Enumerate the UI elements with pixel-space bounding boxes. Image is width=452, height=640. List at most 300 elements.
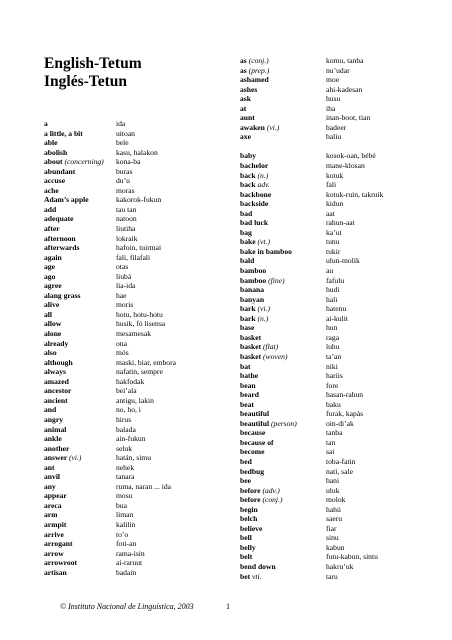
- dictionary-entry: [44, 157, 224, 167]
- tetum-translation: buras: [116, 166, 133, 176]
- headword-text: arrowroot: [44, 558, 78, 568]
- tetum-translation: hun: [326, 323, 338, 333]
- english-headword: [240, 151, 256, 161]
- tetum-translation: furak, kapás: [326, 409, 364, 419]
- english-headword: [240, 276, 285, 286]
- english-headword: [240, 190, 271, 200]
- tetum-translation: oin-di’ak: [326, 418, 354, 428]
- tetum-translation: hudi: [326, 285, 340, 295]
- grammar-qualifier: (adv.): [262, 485, 280, 495]
- english-headword: [240, 123, 279, 133]
- dictionary-entry: [44, 568, 224, 578]
- tetum-translation: inan-boot, tian: [326, 113, 371, 123]
- english-headword: [240, 514, 257, 524]
- headword-text: and: [44, 405, 57, 415]
- english-headword: [44, 243, 79, 253]
- grammar-qualifier: (flat): [263, 342, 279, 352]
- english-headword: [44, 405, 56, 415]
- dictionary-entry: [44, 425, 224, 435]
- dictionary-entry: [44, 558, 224, 568]
- english-headword: [240, 266, 266, 276]
- english-headword: [44, 444, 69, 454]
- english-headword: [44, 186, 59, 196]
- grammar-qualifier: (woven): [263, 351, 288, 361]
- tetum-translation: hae: [116, 290, 127, 300]
- english-headword: [44, 367, 66, 377]
- tetum-translation: hahú: [326, 504, 341, 514]
- english-headword: [44, 319, 61, 329]
- dictionary-entry: [44, 377, 224, 387]
- english-headword: [240, 524, 262, 534]
- headword-text: ant: [44, 462, 55, 472]
- tetum-translation: nu’udar: [326, 65, 350, 75]
- english-headword: [44, 491, 67, 501]
- copyright-text: © Instituto Nacional de Linguística, 2003: [60, 602, 194, 611]
- headword-text: backside: [240, 199, 269, 209]
- tetum-translation: du’u: [116, 176, 130, 186]
- dictionary-entry: [44, 119, 224, 129]
- english-headword: [240, 533, 252, 543]
- dictionary-entry: [240, 218, 440, 228]
- english-headword: [44, 549, 64, 559]
- headword-text: basket: [240, 332, 262, 342]
- english-headword: [44, 377, 69, 387]
- tetum-translation: kalilin: [116, 519, 136, 529]
- tetum-translation: liutiha: [116, 224, 136, 234]
- headword-text: as: [240, 65, 247, 75]
- dictionary-entry: [240, 572, 440, 582]
- english-headword: [44, 214, 74, 224]
- headword-text: beautiful: [240, 409, 270, 419]
- english-headword: [240, 56, 269, 66]
- dictionary-entry: [240, 352, 440, 362]
- headword-text: ashamed: [240, 75, 269, 85]
- tetum-translation: bua: [116, 500, 127, 510]
- headword-text: artisan: [44, 567, 67, 577]
- headword-text: because: [240, 428, 266, 438]
- tetum-translation: sinu: [326, 533, 339, 543]
- dictionary-entry: [44, 329, 224, 339]
- english-headword: [44, 129, 83, 139]
- dictionary-entry: [240, 66, 440, 76]
- english-headword: [240, 381, 256, 391]
- headword-text: able: [44, 138, 58, 148]
- english-headword: [44, 329, 61, 339]
- dictionary-entry: [44, 348, 224, 358]
- english-headword: [44, 157, 104, 167]
- headword-text: answer: [44, 453, 68, 463]
- english-headword: [44, 138, 58, 148]
- english-headword: [240, 295, 264, 305]
- headword-text: banyan: [240, 294, 265, 304]
- headword-text: beat: [240, 399, 254, 409]
- page-subtitle: Inglés-Tetun: [44, 73, 127, 90]
- dictionary-entry: [44, 415, 224, 425]
- grammar-qualifier: (vi.): [266, 122, 280, 132]
- headword-text: bad: [240, 208, 253, 218]
- headword-text: back: [240, 170, 256, 180]
- headword-text: about: [44, 157, 63, 167]
- headword-text: bamboo: [240, 275, 267, 285]
- headword-text: bend down: [240, 561, 276, 571]
- headword-text: add: [44, 204, 57, 214]
- headword-text: bathe: [240, 371, 259, 381]
- tetum-translation: nati, sale: [326, 466, 353, 476]
- dictionary-entry: [44, 281, 224, 291]
- dictionary-entry: [44, 367, 224, 377]
- tetum-translation: ta’an: [326, 351, 342, 361]
- english-headword: [44, 119, 48, 129]
- dictionary-entry: [44, 262, 224, 272]
- grammar-qualifier: (n.): [257, 170, 269, 180]
- headword-text: armpit: [44, 519, 67, 529]
- dictionary-entry: [240, 314, 440, 324]
- tetum-translation: moe: [326, 75, 340, 85]
- dictionary-entry: [240, 94, 440, 104]
- headword-text: arrow: [44, 548, 64, 558]
- headword-text: Adam’s apple: [44, 195, 89, 205]
- tetum-translation: ain-fukun: [116, 434, 146, 444]
- headword-text: ache: [44, 185, 59, 195]
- grammar-qualifier: (vi.): [68, 453, 82, 463]
- dictionary-entry: [44, 186, 224, 196]
- headword-text: bed: [240, 456, 252, 466]
- dictionary-entry: [44, 310, 224, 320]
- english-headword: [44, 463, 55, 473]
- headword-text: bad luck: [240, 218, 269, 228]
- tetum-translation: lokraik: [116, 233, 138, 243]
- dictionary-column-left: [44, 119, 224, 577]
- english-headword: [240, 247, 292, 257]
- headword-text: animal: [44, 424, 67, 434]
- tetum-translation: hariis: [326, 371, 343, 381]
- tetum-translation: futu-kabun, sintu: [326, 552, 378, 562]
- headword-text: appear: [44, 491, 67, 501]
- dictionary-entry: [44, 472, 224, 482]
- headword-text: belly: [240, 542, 256, 552]
- tetum-translation: mós: [116, 348, 129, 358]
- dictionary-entry: [240, 75, 440, 85]
- headword-text: alang grass: [44, 290, 81, 300]
- dictionary-entry: [240, 104, 440, 114]
- dictionary-entry: [240, 237, 440, 247]
- dictionary-entry: [240, 180, 440, 190]
- headword-text: a: [44, 119, 48, 128]
- headword-text: arm: [44, 510, 58, 520]
- tetum-translation: no, ho, i: [116, 405, 141, 415]
- dictionary-entry: [44, 205, 224, 215]
- english-headword: [240, 237, 270, 247]
- dictionary-entry: [240, 85, 440, 95]
- dictionary-entry: [240, 304, 440, 314]
- dictionary-entry: [44, 405, 224, 415]
- tetum-translation: rama-isin: [116, 548, 145, 558]
- dictionary-entry: [44, 243, 224, 253]
- tetum-translation: kakorok-fukun: [116, 195, 162, 205]
- dictionary-entry: [240, 342, 440, 352]
- headword-text: begin: [240, 504, 258, 514]
- dictionary-entry: [240, 552, 440, 562]
- dictionary-entry: [240, 285, 440, 295]
- dictionary-entry: [240, 276, 440, 286]
- headword-text: baby: [240, 151, 257, 161]
- english-headword: [240, 362, 251, 372]
- headword-text: alone: [44, 329, 62, 339]
- grammar-qualifier: (concerning): [64, 157, 104, 167]
- page-title: English-Tetum: [44, 55, 142, 72]
- tetum-translation: fafulu: [326, 275, 345, 285]
- tetum-translation: kotuk-ruin, takruik: [326, 189, 384, 199]
- dictionary-entry: [240, 362, 440, 372]
- dictionary-entry: [240, 228, 440, 238]
- tetum-translation: hotu, hotu-hotu: [116, 309, 163, 319]
- dictionary-entry: [240, 543, 440, 553]
- dictionary-entry: [44, 234, 224, 244]
- dictionary-entry: [44, 444, 224, 454]
- english-headword: [240, 428, 265, 438]
- headword-text: bachelor: [240, 161, 269, 171]
- headword-text: basket: [240, 342, 262, 352]
- grammar-qualifier: (n.): [257, 313, 269, 323]
- tetum-translation: moras: [116, 185, 135, 195]
- dictionary-entry: [240, 428, 440, 438]
- dictionary-entry: [44, 482, 224, 492]
- headword-text: basket: [240, 351, 262, 361]
- english-headword: [240, 438, 274, 448]
- tetum-translation: maski, biar, embora: [116, 357, 177, 367]
- headword-text: after: [44, 224, 60, 234]
- tetum-translation: hatenu: [326, 304, 347, 314]
- dictionary-entry: [240, 438, 440, 448]
- tetum-translation: bei’ala: [116, 386, 137, 396]
- dictionary-entry: [44, 253, 224, 263]
- tetum-translation: ka’ut: [326, 227, 342, 237]
- english-headword: [240, 543, 256, 553]
- english-headword: [44, 501, 62, 511]
- dictionary-entry: [44, 319, 224, 329]
- headword-text: bark: [240, 313, 256, 323]
- dictionary-entry: [240, 113, 440, 123]
- tetum-translation: baku: [326, 399, 341, 409]
- english-headword: [240, 495, 282, 505]
- tetum-translation: ai-kulit: [326, 313, 348, 323]
- dictionary-entry: [44, 501, 224, 511]
- english-headword: [240, 486, 280, 496]
- english-headword: [44, 339, 68, 349]
- dictionary-entry: [240, 467, 440, 477]
- tetum-translation: balada: [116, 424, 136, 434]
- grammar-qualifier: (vt.): [257, 237, 270, 247]
- english-headword: [44, 396, 68, 406]
- headword-text: arrive: [44, 529, 64, 539]
- english-headword: [44, 262, 55, 272]
- headword-text: bean: [240, 380, 256, 390]
- dictionary-entry: [44, 129, 224, 139]
- dictionary-entry: [44, 549, 224, 559]
- grammar-qualifier: adv.: [257, 180, 270, 190]
- tetum-translation: sai: [326, 447, 335, 457]
- dictionary-entry: [44, 539, 224, 549]
- english-headword: [240, 199, 268, 209]
- dictionary-entry: [240, 400, 440, 410]
- tetum-translation: bani: [326, 476, 340, 486]
- english-headword: [44, 310, 52, 320]
- english-headword: [240, 371, 258, 381]
- tetum-translation: raga: [326, 332, 340, 342]
- dictionary-entry: [240, 476, 440, 486]
- tetum-translation: hakfodak: [116, 376, 145, 386]
- english-headword: [44, 253, 62, 263]
- tetum-translation: ida: [116, 119, 126, 128]
- tetum-translation: ahi-kadesan: [326, 84, 363, 94]
- english-headword: [240, 505, 258, 515]
- tetum-translation: toba-fatin: [326, 456, 356, 466]
- tetum-translation: fali, filafali: [116, 252, 151, 262]
- english-headword: [44, 472, 60, 482]
- english-headword: [44, 482, 56, 492]
- tetum-translation: hali: [326, 294, 338, 304]
- dictionary-entry: [44, 148, 224, 158]
- english-headword: [44, 205, 56, 215]
- english-headword: [44, 167, 75, 177]
- dictionary-entry: [44, 214, 224, 224]
- english-headword: [240, 419, 297, 429]
- dictionary-entry: [44, 396, 224, 406]
- headword-text: bald: [240, 256, 255, 266]
- english-headword: [240, 285, 264, 295]
- headword-text: agree: [44, 281, 62, 291]
- tetum-translation: liubá: [116, 271, 132, 281]
- dictionary-entry: [240, 371, 440, 381]
- headword-text: ask: [240, 94, 251, 104]
- tetum-translation: taru: [326, 571, 338, 581]
- dictionary-entry: [240, 505, 440, 515]
- headword-text: anvil: [44, 472, 61, 482]
- english-headword: [240, 180, 270, 190]
- tetum-translation: tau tan: [116, 204, 137, 214]
- english-headword: [44, 291, 81, 301]
- tetum-translation: bele: [116, 138, 129, 148]
- dictionary-entry: [44, 300, 224, 310]
- dictionary-entry: [240, 151, 440, 161]
- dictionary-entry: [240, 56, 440, 66]
- grammar-qualifier: (prep.): [248, 65, 270, 75]
- english-headword: [240, 113, 255, 123]
- english-headword: [240, 323, 254, 333]
- headword-text: back: [240, 180, 256, 190]
- tetum-translation: luhu: [326, 342, 340, 352]
- english-headword: [44, 148, 67, 158]
- grammar-qualifier: (person): [271, 418, 297, 428]
- tetum-translation: kotuk: [326, 170, 344, 180]
- headword-text: again: [44, 252, 62, 262]
- dictionary-entry: [240, 209, 440, 219]
- tetum-translation: komu, tanba: [326, 56, 364, 65]
- headword-text: bell: [240, 533, 252, 543]
- headword-text: at: [240, 103, 247, 113]
- dictionary-entry: [44, 291, 224, 301]
- tetum-translation: kosok-oan, bébé: [326, 151, 376, 161]
- english-headword: [44, 386, 71, 396]
- headword-text: adequate: [44, 214, 74, 224]
- dictionary-entry: [240, 514, 440, 524]
- tetum-translation: ulun-molik: [326, 256, 360, 266]
- dictionary-entry: [44, 463, 224, 473]
- headword-text: believe: [240, 523, 263, 533]
- tetum-translation: hirus: [116, 414, 132, 424]
- headword-text: before: [240, 495, 261, 505]
- dictionary-entry: [240, 486, 440, 496]
- tetum-translation: foti-an: [116, 539, 137, 549]
- english-headword: [240, 171, 268, 181]
- headword-text: ago: [44, 271, 56, 281]
- tetum-translation: otas: [116, 262, 129, 272]
- english-headword: [240, 218, 268, 228]
- tetum-translation: kasu, halakon: [116, 147, 158, 157]
- english-headword: [44, 176, 65, 186]
- tetum-translation: aat: [326, 208, 335, 218]
- english-headword: [240, 333, 261, 343]
- tetum-translation: fiar: [326, 523, 337, 533]
- headword-text: become: [240, 447, 265, 457]
- english-headword: [240, 314, 268, 324]
- headword-text: awaken: [240, 122, 265, 132]
- headword-text: always: [44, 367, 66, 377]
- headword-text: bag: [240, 227, 252, 237]
- tetum-translation: ai-raruut: [116, 558, 143, 568]
- dictionary-entry: [240, 390, 440, 400]
- headword-text: backbone: [240, 189, 272, 199]
- english-headword: [240, 75, 269, 85]
- headword-text: bake in bamboo: [240, 246, 292, 256]
- english-headword: [44, 300, 59, 310]
- dictionary-entry: [240, 190, 440, 200]
- page-number: 1: [226, 602, 230, 611]
- dictionary-entry: [44, 176, 224, 186]
- english-headword: [44, 415, 63, 425]
- headword-text: allow: [44, 319, 62, 329]
- english-headword: [240, 228, 252, 238]
- tetum-translation: uitoan: [116, 128, 135, 138]
- tetum-translation: hatán, simu: [116, 453, 152, 463]
- headword-text: bet: [240, 571, 251, 581]
- headword-text: angry: [44, 414, 63, 424]
- english-headword: [240, 552, 252, 562]
- english-headword: [44, 558, 77, 568]
- headword-text: arrogant: [44, 539, 73, 549]
- english-headword: [44, 568, 67, 578]
- tetum-translation: seluk: [116, 443, 133, 453]
- english-headword: [240, 457, 252, 467]
- dictionary-entry: [44, 520, 224, 530]
- tetum-translation: antigu, lakin: [116, 395, 154, 405]
- headword-text: bat: [240, 361, 251, 371]
- dictionary-entry: [44, 195, 224, 205]
- dictionary-column-right: [240, 56, 440, 581]
- tetum-translation: nehek: [116, 462, 135, 472]
- headword-text: areca: [44, 500, 62, 510]
- dictionary-entry: [240, 247, 440, 257]
- tetum-translation: natoon: [116, 214, 137, 224]
- tetum-translation: badeer: [326, 122, 347, 132]
- english-headword: [240, 209, 252, 219]
- english-headword: [44, 539, 73, 549]
- tetum-translation: ruma, naran ... ida: [116, 481, 172, 491]
- tetum-translation: fali: [326, 180, 337, 190]
- english-headword: [240, 85, 257, 95]
- dictionary-entry: [240, 256, 440, 266]
- headword-text: all: [44, 309, 53, 319]
